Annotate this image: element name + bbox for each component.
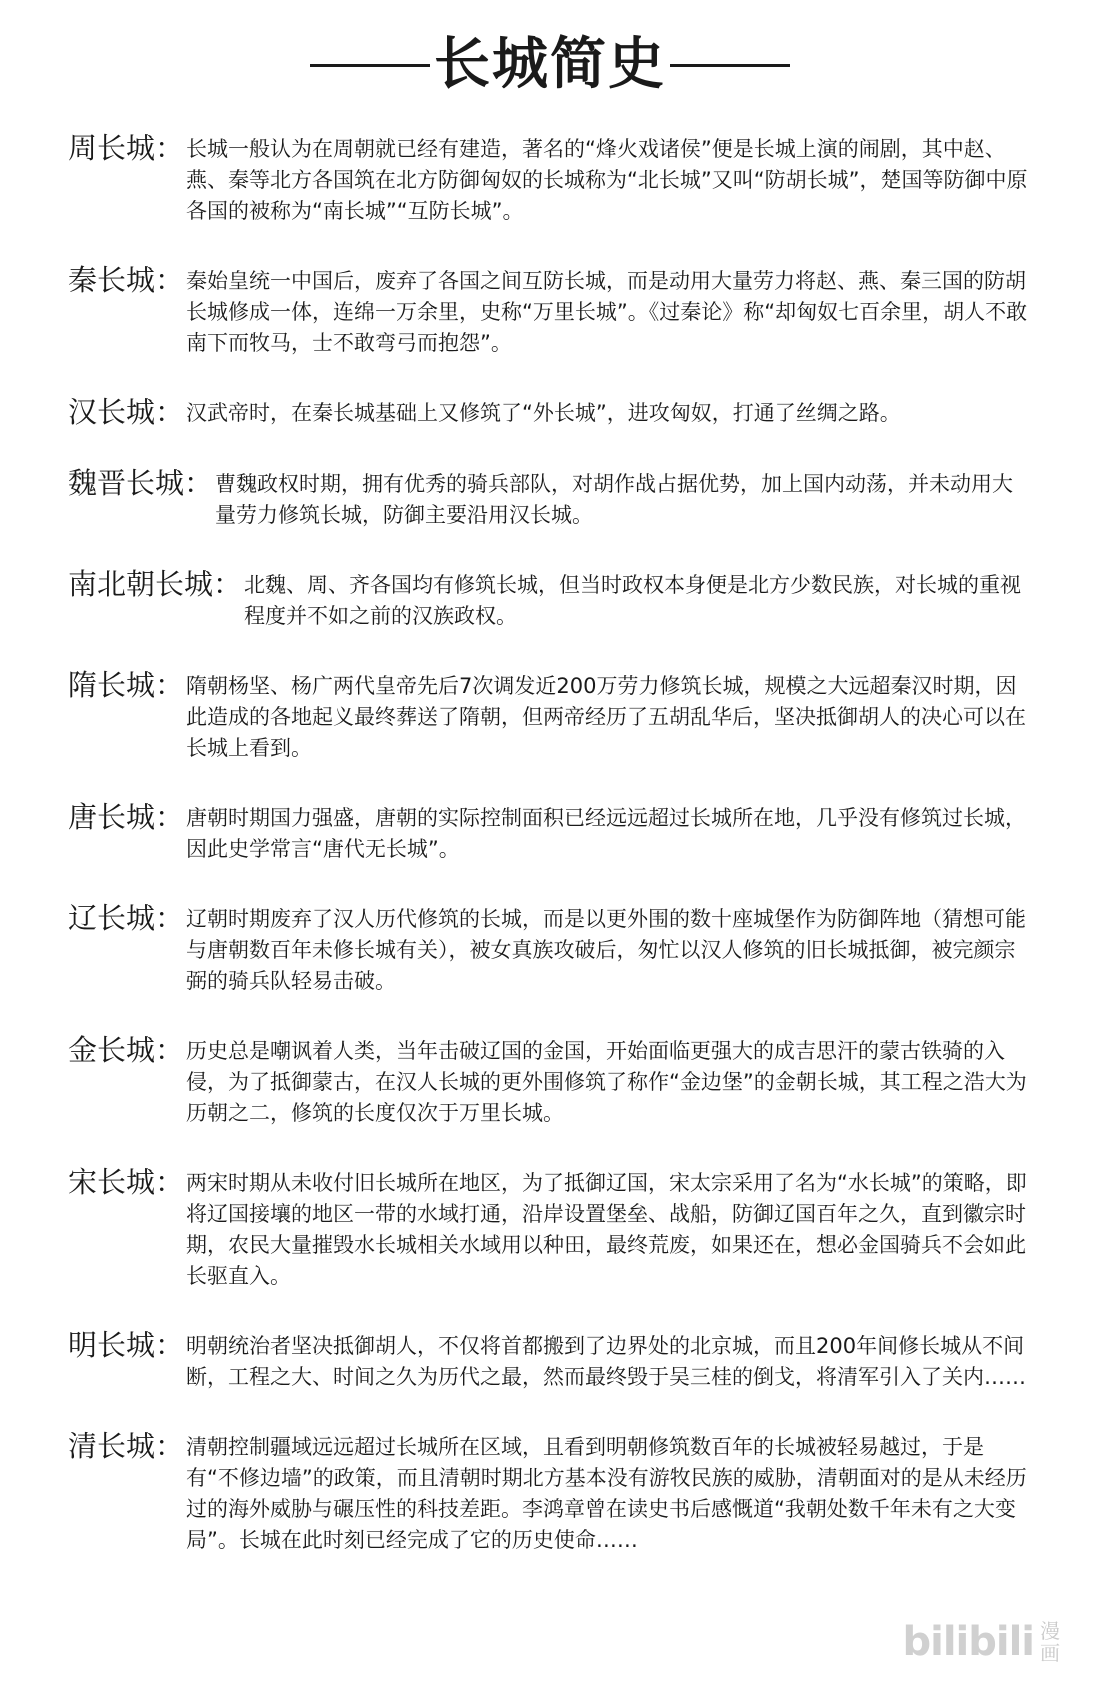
entry-text: 隋朝杨坚、杨广两代皇帝先后7次调发近200万劳力修筑长城，规模之大远超秦汉时期，因此造成的各地起义最终葬送了隋朝，但两帝经历了五胡乱华后，坚决抵御胡人的决心可以在长城上看到。	[186, 674, 1027, 760]
entry-text: 北魏、周、齐各国均有修筑长城，但当时政权本身便是北方少数民族，对长城的重视程度并不如之前的汉族政权。	[244, 573, 1022, 628]
entry-heading: 秦长城：	[68, 263, 185, 297]
bilibili-logo: bilibili	[902, 1619, 1034, 1665]
entry-text: 唐朝时期国力强盛，唐朝的实际控制面积已经远远超过长城所在地，几乎没有修筑过长城，因此史学常言“唐代无长城”。	[186, 806, 1027, 861]
entry-heading: 唐长城：	[68, 800, 185, 834]
entry-heading: 清长城：	[68, 1429, 185, 1463]
entry-heading: 辽长城：	[68, 901, 185, 935]
entry-heading: 宋长城：	[68, 1165, 185, 1199]
entry-heading: 南北朝长城：	[68, 567, 243, 601]
entry-liao	[68, 900, 1028, 997]
entry-heading: 金长城：	[68, 1033, 185, 1067]
entry-text: 秦始皇统一中国后，废弃了各国之间互防长城，而是动用大量劳力将赵、燕、秦三国的防胡长城修成一体，连绵一万余里，史称“万里长城”。《过秦论》称“却匈奴七百余里，胡人不敢南下而牧马，士不敢弯弓而抱怨”。	[186, 269, 1028, 355]
entry-heading: 汉长城：	[68, 395, 185, 429]
history-entries	[68, 130, 1028, 1591]
entry-zhou	[68, 130, 1028, 227]
entry-tang	[68, 799, 1028, 865]
entry-text: 长城一般认为在周朝就已经有建造，著名的“烽火戏诸侯”便是长城上演的闹剧，其中赵、燕、秦等北方各国筑在北方防御匈奴的长城称为“北长城”又叫“防胡长城”，楚国等防御中原各国的被称为“南长城”“互防长城”。	[186, 137, 1028, 223]
title-left-rule	[310, 64, 430, 67]
manga-label-line2: 画	[1040, 1641, 1060, 1665]
bilibili-manga-watermark	[902, 1619, 1060, 1665]
entry-qing	[68, 1428, 1028, 1556]
entry-sui	[68, 667, 1028, 764]
entry-qin	[68, 262, 1028, 359]
entry-text: 汉武帝时，在秦长城基础上又修筑了“外长城”，进攻匈奴，打通了丝绸之路。	[186, 401, 901, 425]
page-title: 长城简史	[434, 32, 666, 97]
entry-ming	[68, 1327, 1028, 1393]
entry-heading: 隋长城：	[68, 668, 185, 702]
entry-text: 历史总是嘲讽着人类，当年击破辽国的金国，开始面临更强大的成吉思汗的蒙古铁骑的入侵，为了抵御蒙古，在汉人长城的更外围修筑了称作“金边堡”的金朝长城，其工程之浩大为历朝之二，修筑的长度仅次于万里长城。	[186, 1039, 1027, 1125]
entry-text: 两宋时期从未收付旧长城所在地区，为了抵御辽国，宋太宗采用了名为“水长城”的策略，即将辽国接壤的地区一带的水域打通，沿岸设置堡垒、战船，防御辽国百年之久，直到徽宗时期，农民大量摧毁水长城相关水域用以种田，最终荒废，如果还在，想必金国骑兵不会如此长驱直入。	[186, 1171, 1027, 1288]
entry-text: 曹魏政权时期，拥有优秀的骑兵部队，对胡作战占据优势，加上国内动荡，并未动用大量劳力修筑长城，防御主要沿用汉长城。	[215, 472, 1014, 527]
entry-text: 清朝控制疆域远远超过长城所在区域，且看到明朝修筑数百年的长城被轻易越过，于是有“不修边墙”的政策，而且清朝时期北方基本没有游牧民族的威胁，清朝面对的是从未经历过的海外威胁与碾压性的科技差距。李鸿章曾在读史书后感慨道“我朝处数千年未有之大变局”。长城在此时刻已经完成了它的历史使命……	[186, 1435, 1027, 1552]
page-title-row	[0, 30, 1100, 100]
entry-text: 明朝统治者坚决抵御胡人，不仅将首都搬到了边界处的北京城，而且200年间修长城从不间断，工程之大、时间之久为历代之最，然而最终毁于吴三桂的倒戈，将清军引入了关内……	[186, 1334, 1027, 1389]
entry-han	[68, 394, 1028, 430]
title-right-rule	[670, 64, 790, 67]
entry-heading: 周长城：	[68, 131, 185, 165]
entry-heading: 明长城：	[68, 1328, 185, 1362]
manga-label-line1: 漫	[1040, 1619, 1060, 1643]
entry-heading: 魏晋长城：	[68, 466, 214, 500]
entry-jin	[68, 1032, 1028, 1129]
entry-text: 辽朝时期废弃了汉人历代修筑的长城，而是以更外围的数十座城堡作为防御阵地（猜想可能与唐朝数百年未修长城有关），被女真族攻破后，匆忙以汉人修筑的旧长城抵御，被完颜宗弼的骑兵队轻易击破。	[186, 907, 1027, 993]
entry-song	[68, 1164, 1028, 1292]
entry-nanbeichao	[68, 566, 1028, 632]
manga-label	[1040, 1620, 1060, 1664]
entry-weijin	[68, 465, 1028, 531]
